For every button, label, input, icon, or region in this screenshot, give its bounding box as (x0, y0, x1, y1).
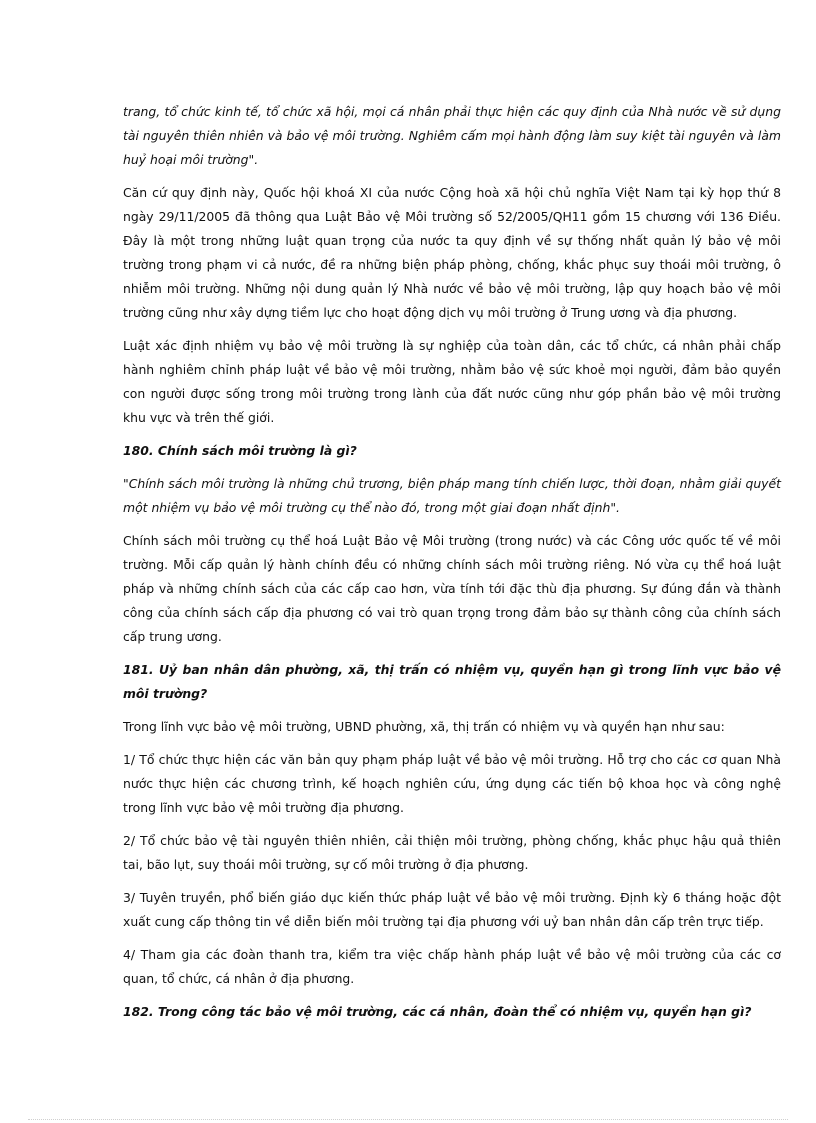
list-item-1: 1/ Tổ chức thực hiện các văn bản quy phạm pháp luật về bảo vệ môi trường. Hỗ trợ cho các cơ quan Nhà nước thực hiện các chương trình, kế hoạch nghiên cứu, ứng dụng các tiến bộ khoa học và công nghệ trong lĩnh vực bảo vệ môi trường địa phương. (123, 752, 781, 815)
paragraph-quote-continuation: trang, tổ chức kinh tế, tổ chức xã hội, mọi cá nhân phải thực hiện các quy định của Nhà nước về sử dụng tài nguyên thiên nhiên và bảo vệ môi trường. Nghiêm cấm mọi hành động làm suy kiệt tài nguyên và làm huỷ hoại môi trường". (123, 104, 781, 167)
paragraph-law-duties: Luật xác định nhiệm vụ bảo vệ môi trường là sự nghiệp của toàn dân, các tổ chức, cá nhân phải chấp hành nghiêm chỉnh pháp luật về bảo vệ môi trường, nhằm bảo vệ sức khoẻ mọi người, đảm bảo quyền con người được sống trong môi trường trong lành của đất nước cũng như góp phần bảo vệ môi trường khu vực và trên thế giới. (123, 338, 781, 425)
paragraph-law-basis: Căn cứ quy định này, Quốc hội khoá XI của nước Cộng hoà xã hội chủ nghĩa Việt Nam tại kỳ họp thứ 8 ngày 29/11/2005 đã thông qua Luật Bảo vệ Môi trường số 52/2005/QH11 gồm 15 chương với 136 Điều. Đây là một trong những luật quan trọng của nước ta quy định về sự thống nhất quản lý bảo vệ môi trường trong phạm vi cả nước, đề ra những biện pháp phòng, chống, khắc phục suy thoái môi trường, ô nhiễm môi trường. Những nội dung quản lý Nhà nước về bảo vệ môi trường, lập quy hoạch bảo vệ môi trường cũng như xây dựng tiềm lực cho hoạt động dịch vụ môi trường ở Trung ương và địa phương. (123, 185, 781, 320)
document-body (123, 100, 781, 1033)
list-item-3: 3/ Tuyên truyền, phổ biến giáo dục kiến thức pháp luật về bảo vệ môi trường. Định kỳ 6 tháng hoặc đột xuất cung cấp thông tin về diễn biến môi trường tại địa phương với uỷ ban nhân dân cấp trên trực tiếp. (123, 890, 781, 929)
question-182-heading: 182. Trong công tác bảo vệ môi trường, các cá nhân, đoàn thể có nhiệm vụ, quyền hạn gì? (123, 1004, 752, 1019)
paragraph-policy-definition: "Chính sách môi trường là những chủ trương, biện pháp mang tính chiến lược, thời đoạn, nhằm giải quyết một nhiệm vụ bảo vệ môi trường cụ thể nào đó, trong một giai đoạn nhất định". (123, 476, 781, 515)
page-bottom-divider (28, 1119, 788, 1120)
paragraph-policy-detail: Chính sách môi trường cụ thể hoá Luật Bảo vệ Môi trường (trong nước) và các Công ước quốc tế về môi trường. Mỗi cấp quản lý hành chính đều có những chính sách môi trường riêng. Nó vừa cụ thể hoá luật pháp và những chính sách của các cấp cao hơn, vừa tính tới đặc thù địa phương. Sự đúng đắn và thành công của chính sách cấp địa phương có vai trò quan trọng trong đảm bảo sự thành công của chính sách cấp trung ương. (123, 533, 781, 644)
list-item-4: 4/ Tham gia các đoàn thanh tra, kiểm tra việc chấp hành pháp luật về bảo vệ môi trường của các cơ quan, tổ chức, cá nhân ở địa phương. (123, 947, 781, 986)
paragraph-ubnd-intro: Trong lĩnh vực bảo vệ môi trường, UBND phường, xã, thị trấn có nhiệm vụ và quyền hạn như sau: (123, 719, 725, 734)
list-item-2: 2/ Tổ chức bảo vệ tài nguyên thiên nhiên, cải thiện môi trường, phòng chống, khắc phục hậu quả thiên tai, bão lụt, suy thoái môi trường, sự cố môi trường ở địa phương. (123, 833, 781, 872)
question-180-heading: 180. Chính sách môi trường là gì? (123, 443, 357, 458)
question-181-heading: 181. Uỷ ban nhân dân phường, xã, thị trấn có nhiệm vụ, quyền hạn gì trong lĩnh vực bảo vệ môi trường? (123, 662, 781, 701)
